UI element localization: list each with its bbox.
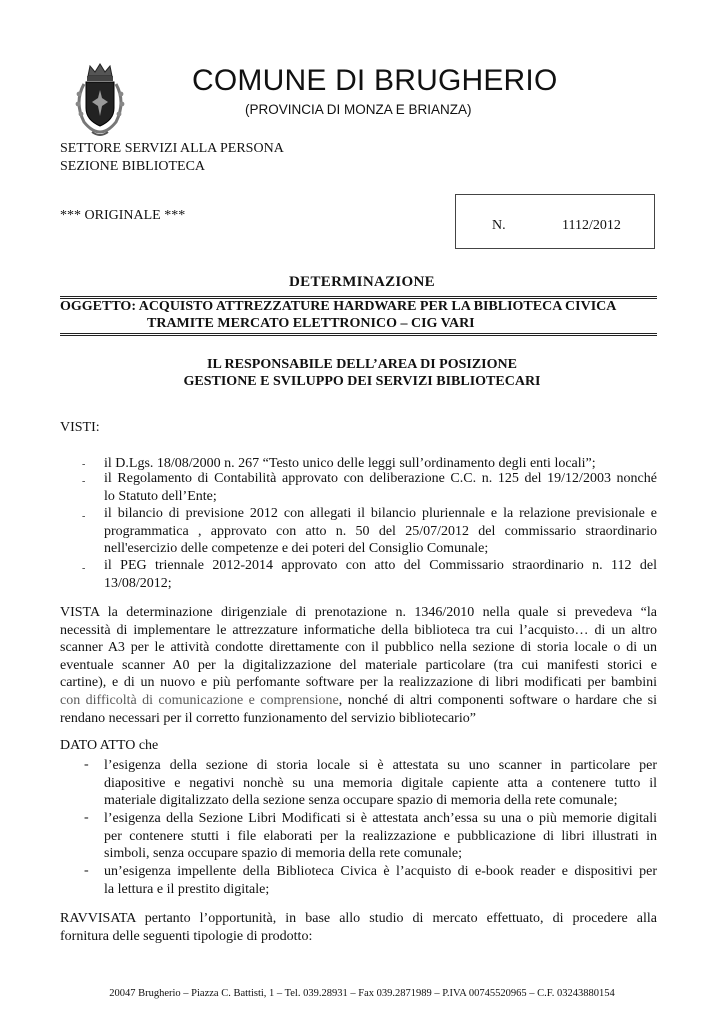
subject-line-2: TRAMITE MERCATO ELETTRONICO – CIG VARI <box>147 316 475 331</box>
department-label: SETTORE SERVIZI ALLA PERSONA <box>60 141 284 156</box>
document-number-label: N. <box>492 218 506 233</box>
dato-atto-item-2: l’esigenza della Sezione Libri Modificati si è attestata anch’essa su una o più memorie digitali per contenere stutti i file elaborati per la realizzazione e pubblicazione di libri illustrati in simboli, senza occupare spazio di memoria della rete comunale; <box>104 811 657 862</box>
determination-heading: DETERMINAZIONE <box>289 274 435 290</box>
list-bullet: - <box>82 459 86 470</box>
coat-of-arms-logo <box>68 62 132 140</box>
footer-address: 20047 Brugherio – Piazza C. Battisti, 1 – Tel. 039.28931 – Fax 039.2871989 – P.IVA 00745520965 – C.F. 03243880154 <box>109 988 615 999</box>
dato-atto-item-1: l’esigenza della sezione di storia locale si è attestata su uno scanner in particolare per diapositive e negativi nonchè su una memoria digitale capiente atta a contenere tutto il materiale digitalizzato della sezione senza occupare spazio di memoria della rete comunale; <box>104 758 657 809</box>
highlighted-phrase: con difficoltà di comunicazione e comprensione <box>60 692 339 708</box>
vista-paragraph: VISTA la determinazione dirigenziale di prenotazione n. 1346/2010 nella quale si prevedeva “la necessità di implementare le attrezzature informatiche della biblioteca tra cui l’acquisto… di un altro scanner A3 per le attività condotte direttamente con il pubblico nella sezione di storia locale o di un eventuale scanner A0 per la digitalizzazione del materiale particolare (tra cui manifesti storici e cartine), e di un nuovo e più perfomante software per la realizzazione di libri modificati per bambini con difficoltà di comunicazione e comprensione, nonché di altri componenti software o hardare che si rendano necessari per il corretto funzionamento del servizio bibliotecario” <box>60 605 657 726</box>
list-bullet: - <box>82 563 86 574</box>
document-number-value: 1112/2012 <box>562 218 621 233</box>
visti-item-2: il Regolamento di Contabilità approvato con deliberazione C.C. n. 125 del 19/12/2003 nonché lo Statuto dell’Ente; <box>104 471 657 504</box>
province-subtitle: (PROVINCIA DI MONZA E BRIANZA) <box>245 102 472 117</box>
responsible-heading-line-2: GESTIONE E SVILUPPO DEI SERVIZI BIBLIOTECARI <box>183 374 541 389</box>
page-title: COMUNE DI BRUGHERIO <box>192 64 558 97</box>
section-label: SEZIONE BIBLIOTECA <box>60 159 206 174</box>
responsible-heading-line-1: IL RESPONSABILE DELL’AREA DI POSIZIONE <box>207 357 517 372</box>
visti-item-1: il D.Lgs. 18/08/2000 n. 267 “Testo unico delle leggi sull’ordinamento degli enti locali”; <box>104 456 596 471</box>
ravvisata-paragraph: RAVVISATA pertanto l’opportunità, in base allo studio di mercato effettuato, di procedere alla fornitura delle seguenti tipologie di prodotto: <box>60 911 657 944</box>
subject-bottom-rule <box>60 333 657 336</box>
list-dash: - <box>84 863 89 878</box>
list-bullet: - <box>82 476 86 487</box>
visti-item-3: il bilancio di previsione 2012 con allegati il bilancio pluriennale e la relazione previsionale e programmatica , approvato con atto n. 50 del 25/07/2012 del commissario straordinario nell'esercizio delle competenze e dei poteri del Consiglio Comunale; <box>104 506 657 556</box>
dato-atto-label: DATO ATTO che <box>60 738 159 753</box>
original-marker: *** ORIGINALE *** <box>60 208 186 223</box>
dato-atto-item-3: un’esigenza impellente della Biblioteca Civica è l’acquisto di e-book reader e dispositivi per la lettura e il prestito digitale; <box>104 864 657 897</box>
list-dash: - <box>84 757 89 772</box>
list-dash: - <box>84 810 89 825</box>
document-number-box <box>455 194 655 249</box>
list-bullet: - <box>82 511 86 522</box>
subject-line-1: OGGETTO: ACQUISTO ATTREZZATURE HARDWARE PER LA BIBLIOTECA CIVICA <box>60 299 617 314</box>
visti-label: VISTI: <box>60 420 100 435</box>
visti-item-4: il PEG triennale 2012-2014 approvato con atto del Commissario straordinario n. 112 del 13/08/2012; <box>104 558 657 591</box>
